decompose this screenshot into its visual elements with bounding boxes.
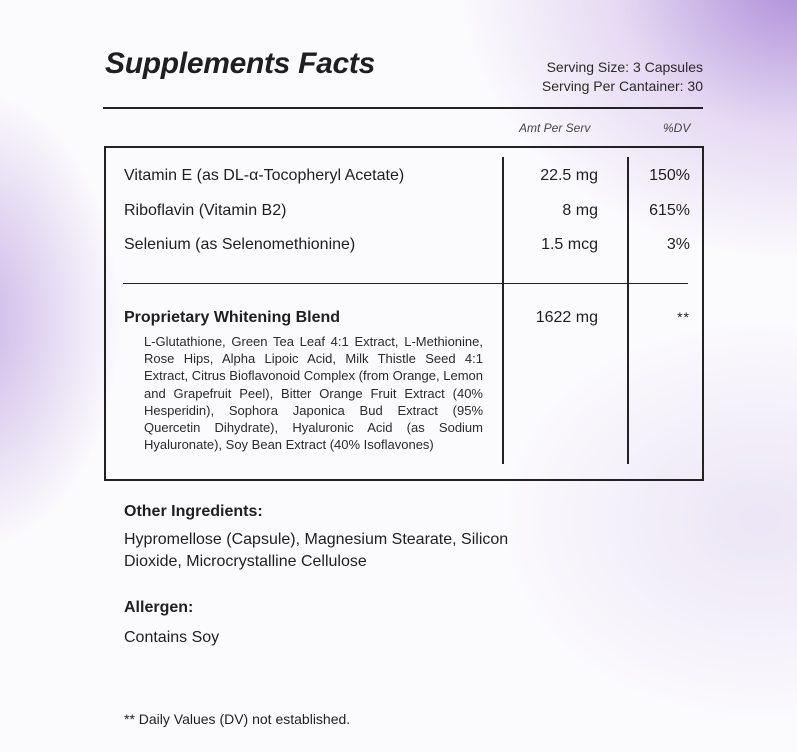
other-ingredients-heading: Other Ingredients:: [124, 503, 263, 520]
nutrient-name: Riboflavin (Vitamin B2): [124, 202, 287, 219]
title-divider: [103, 107, 703, 109]
column-header-dv: %DV: [663, 121, 691, 135]
servings-per-container: Serving Per Cantainer: 30: [541, 78, 703, 94]
nutrient-dv: 3%: [666, 236, 690, 253]
nutrient-name: Selenium (as Selenomethionine): [124, 236, 356, 253]
page-title: Supplements Facts: [105, 47, 375, 80]
nutrient-dv: 150%: [649, 167, 690, 184]
allergen-heading: Allergen:: [124, 599, 194, 616]
nutrient-row: [124, 202, 690, 224]
blend-dv: **: [677, 309, 690, 325]
nutrient-amount: 1.5 mcg: [541, 236, 598, 253]
nutrient-dv: 615%: [649, 202, 690, 219]
footnote: ** Daily Values (DV) not established.: [124, 711, 351, 727]
allergen-text: Contains Soy: [124, 629, 220, 646]
nutrient-amount: 8 mg: [562, 202, 598, 219]
serving-info: [542, 58, 703, 96]
nutrient-name: Vitamin E (as DL-α-Tocopheryl Acetate): [124, 167, 405, 184]
other-ingredients-text: Hypromellose (Capsule), Magnesium Stearate, Silicon Dioxide, Microcrystalline Cellulose: [124, 531, 509, 570]
table-divider: [123, 283, 688, 284]
blend-name: Proprietary Whitening Blend: [124, 309, 341, 326]
nutrient-row: [124, 236, 690, 258]
column-header-amount: Amt Per Serv: [519, 121, 591, 135]
nutrient-amount: 22.5 mg: [540, 167, 598, 184]
blend-amount: 1622 mg: [535, 309, 598, 326]
nutrient-row: [124, 167, 690, 189]
serving-size: Serving Size: 3 Capsules: [546, 59, 703, 75]
blend-ingredients: L-Glutathione, Green Tea Leaf 4:1 Extract, L-Methionine, Rose Hips, Alpha Lipoic Acid, Milk Thistle Seed 4:1 Extract, Citrus Bioflavonoid Complex (from Orange, Lemon and Grapefruit Peel), Bitter Orange Fruit Extract (40% Hesperidin), Sophora Japonica Bud Extract (95% Quercetin Dihydrate), Hyaluronic Acid (as Sodium Hyaluronate), Soy Bean Extract (40% Isoflavones): [144, 334, 483, 453]
